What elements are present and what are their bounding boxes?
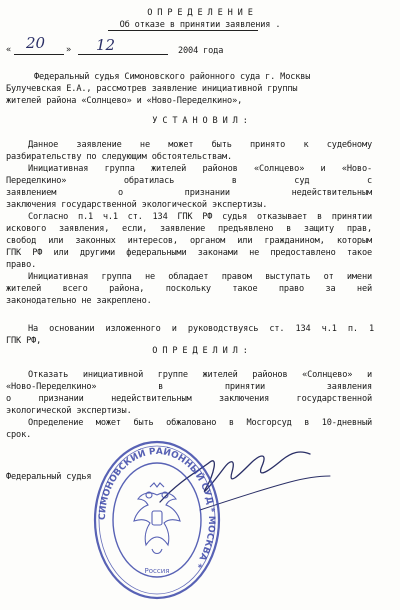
document-title: О П Р Е Д Е Л Е Н И Е [147, 8, 253, 18]
basis-line: ГПК РФ, [6, 336, 42, 346]
date-day: 20 [26, 34, 46, 52]
intro-line: Федеральный судья Симоновского районного суда г. Москвы [34, 72, 311, 82]
decided-line: Отказать инициативной группе жителей районов «Солнцево» и [28, 370, 372, 380]
decided-line: срок. [6, 430, 32, 440]
established-line: разбирательству по следующим обстоятельствам. [6, 152, 233, 162]
svg-text:СИМОНОВСКИЙ РАЙОННЫЙ СУД * МОС [98, 445, 216, 569]
decided-line: «Ново-Переделкино» в принятии заявления [6, 382, 372, 392]
established-line: Данное заявление не может быть принято к судебному [28, 140, 372, 150]
intro-line: Булучевская Е.А., рассмотрев заявление инициативной группы [6, 84, 298, 94]
established-line: Инициативная группа жителей районов «Солнцево» и «Ново- [28, 164, 372, 174]
established-line: Инициативная группа не обладает правом выступать от имени [28, 272, 372, 282]
established-line: Переделкино» обратилась в суд с [6, 176, 372, 186]
seal-center-text: Россия [144, 567, 170, 575]
decided-line: Определение может быть обжаловано в Мосгорсуд в 10-дневный [28, 418, 372, 428]
established-line: законодательно не закреплено. [6, 296, 152, 306]
document-subtitle: Об отказе в принятии заявления [119, 20, 271, 30]
date-day-underline [14, 54, 64, 55]
established-line: ГПК РФ или другими федеральными законами не предоставлено такое [6, 248, 372, 258]
eagle-emblem-icon [134, 483, 180, 554]
established-line: Согласно п.1 ч.1 ст. 134 ГПК РФ судья отказывает в принятии [28, 212, 372, 222]
decided-line: экологической экспертизы. [6, 406, 132, 416]
seal-ring-text: СИМОНОВСКИЙ РАЙОННЫЙ СУД * МОСКВА * [97, 446, 217, 570]
date-month-underline [78, 54, 168, 55]
established-heading: У С Т А Н О В И Л : [152, 116, 248, 126]
established-line: право. [6, 260, 37, 270]
established-line: искового заявления, если, заявление предъявлено в защиту прав, [6, 224, 372, 234]
document-subtitle-row [0, 20, 400, 30]
date-close-quote: » [66, 45, 72, 55]
intro-line: жителей района «Солнцево» и «Ново-Переделкино», [6, 96, 243, 106]
subtitle-dot: . [275, 20, 281, 30]
decided-line: о признании недействительным заключения государственной [6, 394, 372, 404]
decided-heading: О П Р Е Д Е Л И Л : [152, 346, 248, 356]
date-month: 12 [96, 36, 116, 54]
signature-label: Федеральный судья [6, 472, 92, 482]
official-seal [92, 437, 222, 603]
established-line: жителей всего района, поскольку такое право за ней [6, 284, 372, 294]
date-open-quote: « [6, 45, 12, 55]
subtitle-underline [108, 30, 258, 31]
established-line: заключения государственной экологической экспертизы. [6, 200, 268, 210]
established-line: заявлением о признании недействительным [6, 188, 372, 198]
established-line: свобод или законных интересов, органом или гражданином, которым [6, 236, 372, 246]
date-year: 2004 года [178, 46, 224, 56]
basis-line: На основании изложенного и руководствуясь ст. 134 ч.1 п. 1 [28, 324, 374, 334]
